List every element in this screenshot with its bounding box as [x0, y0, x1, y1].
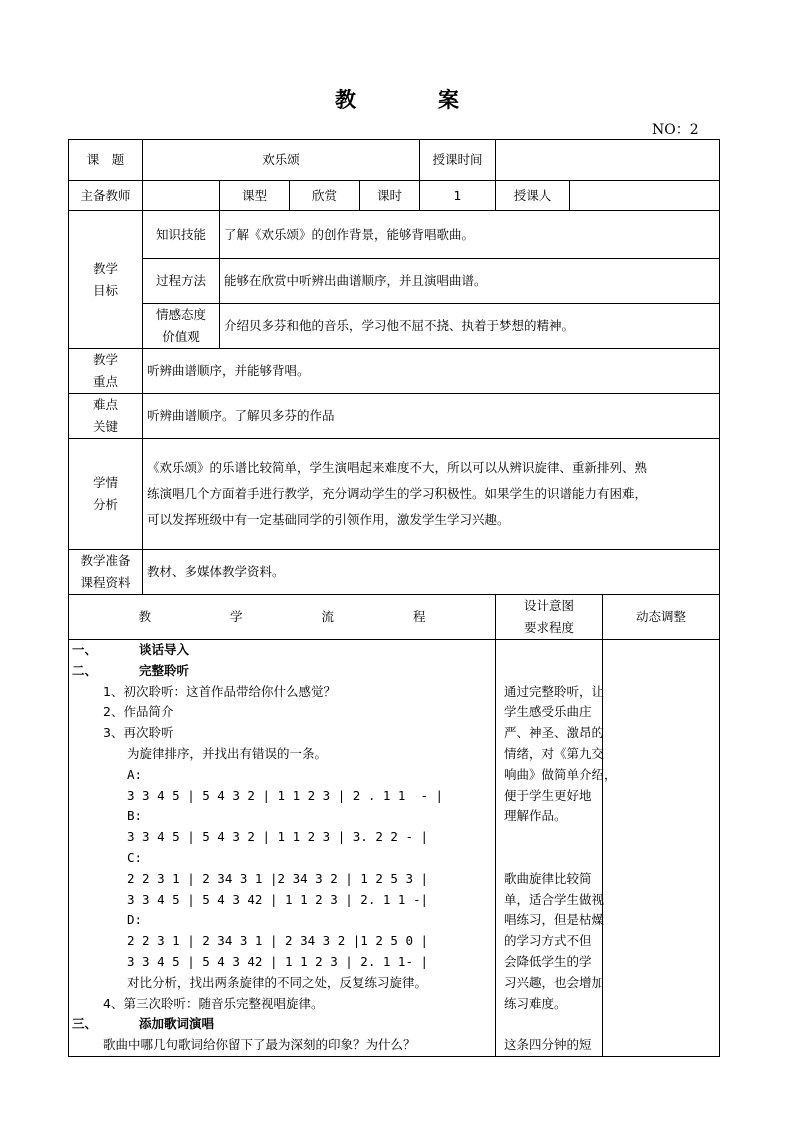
emotion-label: 情感态度 价值观: [143, 304, 220, 349]
design-line: 学生感受乐曲庄: [504, 704, 592, 720]
melody-d-label: D:: [127, 912, 143, 928]
adjust-header: 动态调整: [603, 595, 720, 640]
key-point-value: 听辨曲谱顺序，并能够背唱。: [143, 349, 720, 394]
section-1: 一、 谈话导入: [72, 642, 190, 657]
row-flow-body: [69, 640, 720, 1057]
hours-label: 课时: [360, 181, 420, 211]
analysis-value: 《欢乐颂》的乐谱比较简单，学生演唱起来难度不大，所以可以从辨识旋律、重新排列、熟 练演唱几个方面着手进行教学，充分调动学生的学习积极性。如果学生的识谱能力有困难， 可以发挥班级中有一定基础同学的引领作用，激发学生学习兴趣。: [143, 439, 720, 550]
person-value: [570, 181, 720, 211]
row-preparation: [69, 550, 720, 595]
design-line: 会降低学生的学: [504, 953, 592, 969]
row-goal-process: [69, 259, 720, 304]
goals-label: 教学 目标: [69, 211, 143, 349]
process-method-label: 过程方法: [143, 259, 220, 304]
section-3: 三、 添加歌词演唱: [72, 1016, 215, 1032]
flow-content: [69, 640, 496, 1057]
design-line: 通过完整聆听，让: [504, 683, 605, 699]
row-goal-emotion: [69, 304, 720, 349]
design-content: [496, 640, 617, 1057]
adjust-content: [603, 640, 720, 1057]
design-header: 设计意图 要求程度: [496, 595, 603, 640]
design-line: 这条四分钟的短: [504, 1037, 592, 1053]
teacher-label: 主备教师: [69, 181, 143, 211]
design-line: 情绪，对《第九交: [504, 745, 605, 761]
title-char-2: 案: [438, 88, 459, 112]
design-note-2: [504, 869, 605, 1015]
row-difficulty: [69, 394, 720, 439]
flow-header: 教 学 流 程: [69, 595, 496, 640]
topic-value: 欢乐颂: [143, 140, 420, 181]
design-line: 响曲》做简单介绍，: [504, 766, 617, 782]
row-flow-header: [69, 595, 720, 640]
row-topic: [69, 140, 720, 181]
design-line: 习兴趣，也会增加: [504, 974, 605, 990]
melody-d-notes-2: 3 3 4 5 | 5 4 3 42 | 1 1 2 3 | 2. 1 1- |: [127, 953, 429, 969]
melody-b-label: B:: [127, 808, 143, 824]
document-number: NO：2: [652, 122, 699, 138]
step-3: 3、再次聆听: [103, 725, 174, 741]
difficulty-value: 听辨曲谱顺序。了解贝多芬的作品: [143, 394, 720, 439]
person-label: 授课人: [496, 181, 570, 211]
row-key-point: [69, 349, 720, 394]
process-method-value: 能够在欣赏中听辨出曲谱顺序，并且演唱曲谱。: [220, 259, 720, 304]
emotion-value: 介绍贝多芬和他的音乐，学习他不屈不挠、执着于梦想的精神。: [220, 304, 720, 349]
difficulty-label: 难点 关键: [69, 394, 143, 439]
design-note-3: [504, 1035, 602, 1056]
row-teacher: [69, 181, 720, 211]
topic-label: 课 题: [69, 140, 143, 181]
preparation-label: 教学准备 课程资料: [69, 550, 143, 595]
melody-c-notes-1: 2 2 3 1 | 2 34 3 1 |2 34 3 2 | 1 2 5 3 |: [127, 870, 429, 886]
melody-a-notes: 3 3 4 5 | 5 4 3 2 | 1 1 2 3 | 2 . 1 1 - |: [127, 787, 444, 803]
step-3-task: 为旋律排序，并找出有错误的一条。: [127, 745, 328, 761]
melody-b-notes: 3 3 4 5 | 5 4 3 2 | 1 1 2 3 | 3. 2 2 - |: [127, 829, 429, 845]
hours-value: 1: [420, 181, 496, 211]
design-line: 的学习方式不但: [504, 933, 592, 949]
step-2: 2、作品简介: [103, 704, 174, 720]
time-value: [496, 140, 720, 181]
page-title: [0, 84, 794, 114]
knowledge-value: 了解《欢乐颂》的创作背景，能够背唱歌曲。: [220, 211, 720, 259]
type-label: 课型: [220, 181, 290, 211]
design-line: 练习难度。: [504, 995, 567, 1011]
design-line: 单，适合学生做视: [504, 891, 605, 907]
design-line: 严、神圣、激昂的: [504, 725, 605, 741]
type-value: 欣赏: [290, 181, 360, 211]
key-point-label: 教学 重点: [69, 349, 143, 394]
analysis-label: 学情 分析: [69, 439, 143, 550]
knowledge-label: 知识技能: [143, 211, 220, 259]
step-1: 1、初次聆听：这首作品带给你什么感觉？: [103, 683, 336, 699]
design-note-1: [504, 682, 617, 828]
preparation-value: 教材、多媒体教学资料。: [143, 550, 720, 595]
time-label: 授课时间: [420, 140, 496, 181]
melody-c-label: C:: [127, 849, 143, 865]
title-char-1: 教: [335, 88, 356, 112]
design-line: 便于学生更好地: [504, 787, 592, 803]
design-line: 歌曲旋律比较简: [504, 870, 592, 886]
melody-d-notes-1: 2 2 3 1 | 2 34 3 1 | 2 34 3 2 |1 2 5 0 |: [127, 933, 429, 949]
step-4: 4、第三次聆听：随音乐完整视唱旋律。: [103, 995, 324, 1011]
melody-c-notes-2: 3 3 4 5 | 5 4 3 42 | 1 1 2 3 | 2. 1 1 -|: [127, 891, 429, 907]
melody-a-label: A:: [127, 766, 143, 782]
design-line: 理解作品。: [504, 808, 567, 824]
lesson-plan-table: [68, 139, 720, 1057]
row-goal-knowledge: [69, 211, 720, 259]
compare-instruction: 对比分析，找出两条旋律的不同之处，反复练习旋律。: [127, 974, 428, 990]
row-analysis: [69, 439, 720, 550]
lyrics-question: 歌曲中哪几句歌词给你留下了最为深刻的印象？为什么？: [103, 1037, 416, 1053]
design-line: 唱练习，但是枯燥: [504, 912, 605, 928]
section-2: 二、 完整聆听: [72, 662, 190, 678]
teacher-value: [143, 181, 220, 211]
